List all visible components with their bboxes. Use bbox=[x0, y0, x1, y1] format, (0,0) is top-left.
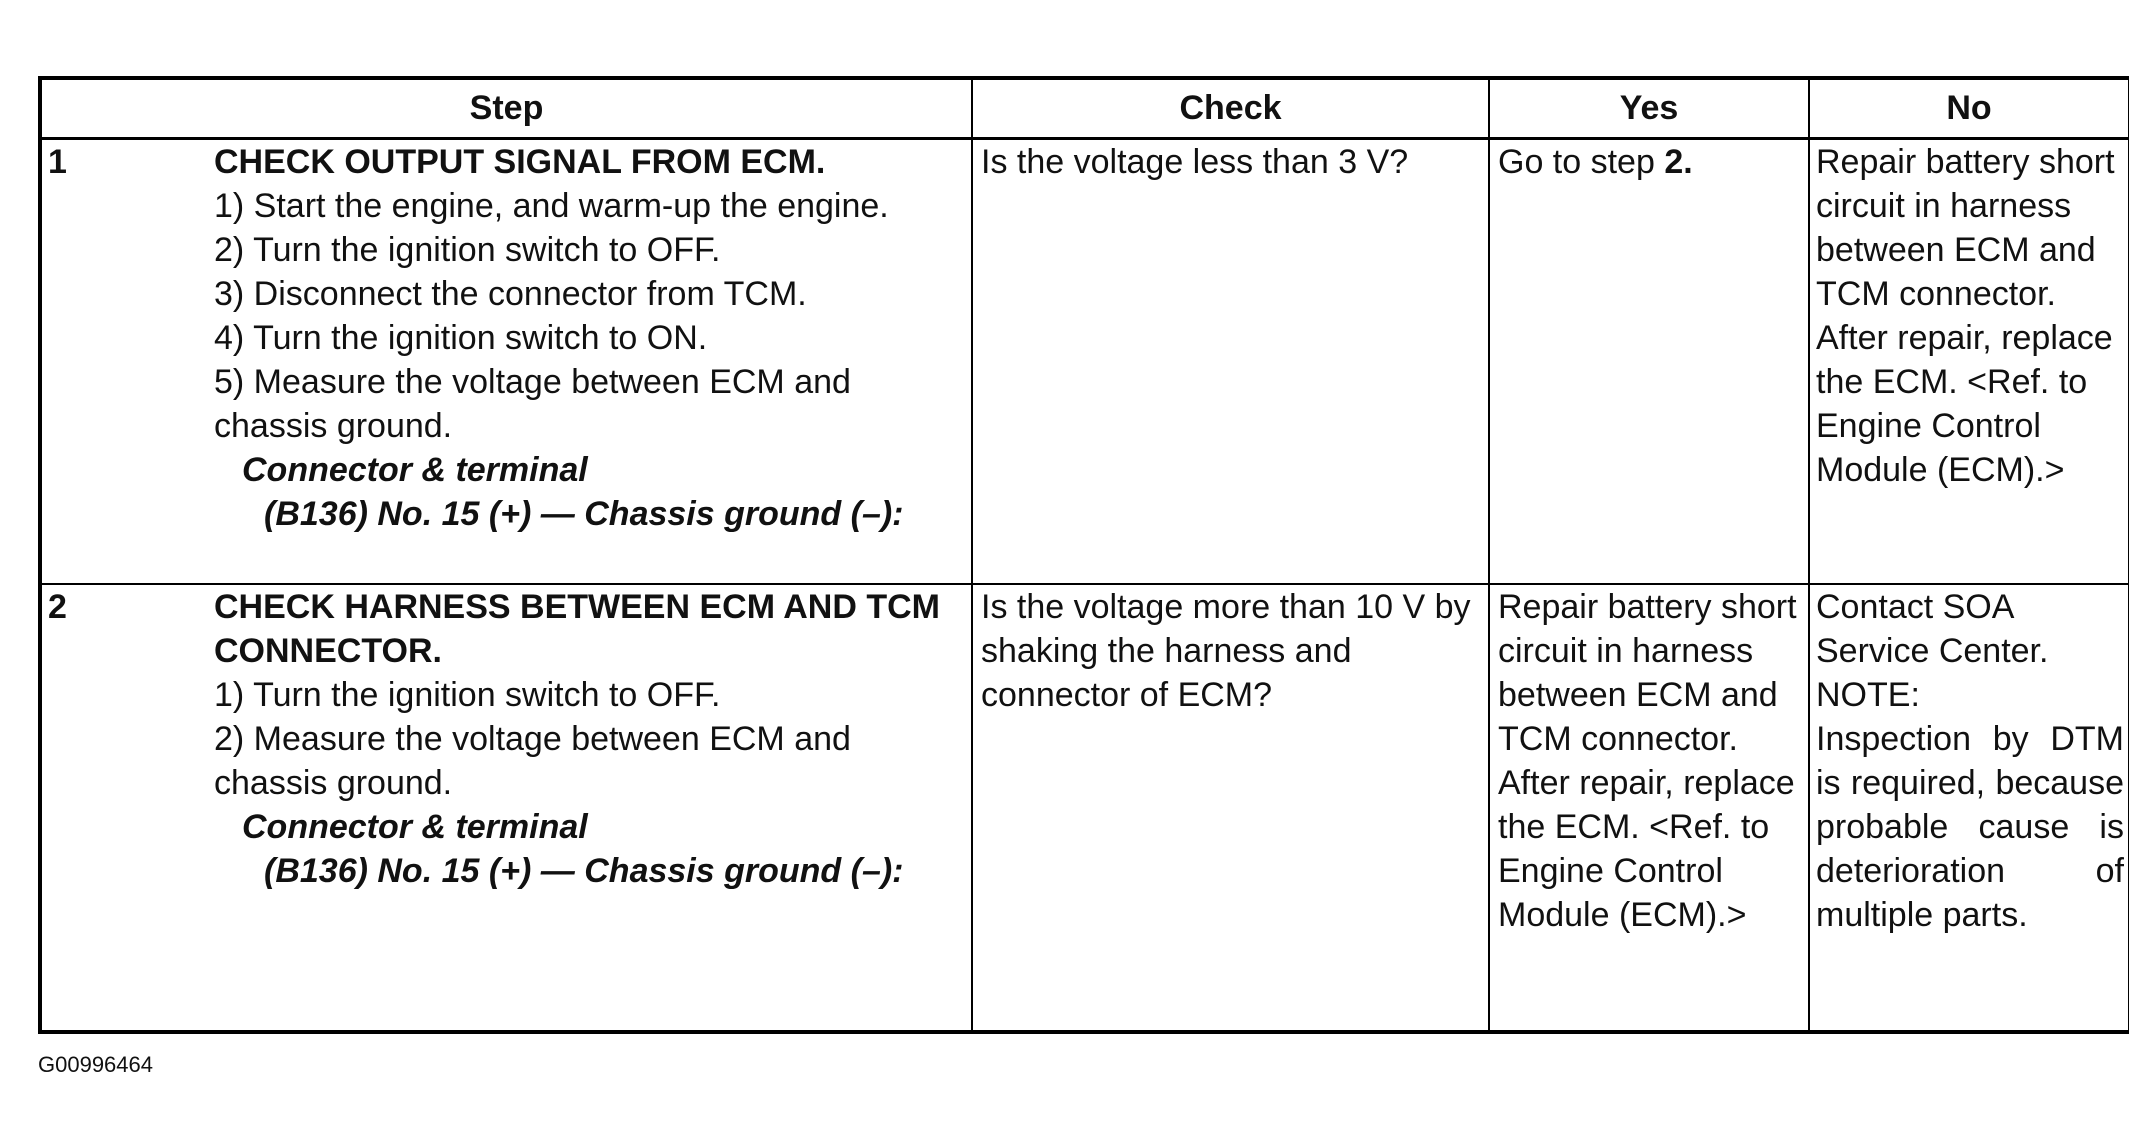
step-number: 2 bbox=[48, 588, 67, 626]
note-text: Inspection by DTM is required, because probable cause is deterioration of multiple parts. bbox=[1816, 720, 2124, 934]
check-cell: Is the voltage more than 10 V by shaking the harness and connector of ECM? bbox=[972, 584, 1489, 1032]
table-row bbox=[40, 584, 2129, 1032]
connector-value: (B136) No. 15 (+) — Chassis ground (–): bbox=[264, 852, 904, 890]
table-header-row bbox=[40, 78, 2129, 138]
step-title: CHECK HARNESS BETWEEN ECM AND TCM CONNECTOR. bbox=[214, 588, 940, 670]
connector-label: Connector & terminal bbox=[242, 808, 588, 846]
step-title: CHECK OUTPUT SIGNAL FROM ECM. bbox=[214, 142, 826, 181]
step-number: 1 bbox=[48, 142, 67, 181]
check-cell: Is the voltage less than 3 V? bbox=[972, 138, 1489, 584]
yes-cell: Repair battery short circuit in harness between ECM and TCM connector. After repair, replace the ECM. <Ref. to Engine Control Module (ECM).> bbox=[1489, 584, 1809, 1032]
no-contact-text: Contact SOA Service Center. bbox=[1816, 588, 2049, 670]
no-cell bbox=[1809, 584, 2129, 1032]
step-item: 2) Turn the ignition switch to OFF. bbox=[214, 230, 721, 269]
connector-label: Connector & terminal bbox=[242, 450, 588, 489]
table-row bbox=[40, 138, 2129, 584]
step-item: 1) Turn the ignition switch to OFF. bbox=[214, 676, 721, 714]
yes-text: Go to step bbox=[1498, 142, 1665, 181]
yes-cell bbox=[1489, 138, 1809, 584]
step-item: 1) Start the engine, and warm-up the engine. bbox=[214, 186, 889, 225]
step-item: 3) Disconnect the connector from TCM. bbox=[214, 274, 807, 313]
step-item: 4) Turn the ignition switch to ON. bbox=[214, 318, 708, 357]
yes-step-ref: 2. bbox=[1664, 142, 1693, 181]
header-no: No bbox=[1809, 78, 2129, 138]
diagnostic-table bbox=[38, 76, 2129, 1034]
step-body bbox=[214, 585, 971, 893]
connector-value: (B136) No. 15 (+) — Chassis ground (–): bbox=[264, 494, 904, 533]
step-item: 2) Measure the voltage between ECM and chassis ground. bbox=[214, 720, 851, 802]
step-cell bbox=[40, 138, 972, 584]
step-body bbox=[214, 140, 971, 536]
note-label: NOTE: bbox=[1816, 676, 1920, 714]
step-cell bbox=[40, 584, 972, 1032]
header-check: Check bbox=[972, 78, 1489, 138]
step-item: 5) Measure the voltage between ECM and chassis ground. bbox=[214, 362, 851, 445]
header-step: Step bbox=[40, 78, 972, 138]
header-yes: Yes bbox=[1489, 78, 1809, 138]
no-cell: Repair battery short circuit in harness between ECM and TCM connector. After repair, replace the ECM. <Ref. to Engine Control Module (ECM).> bbox=[1809, 138, 2129, 584]
figure-id: G00996464 bbox=[38, 1052, 153, 1077]
